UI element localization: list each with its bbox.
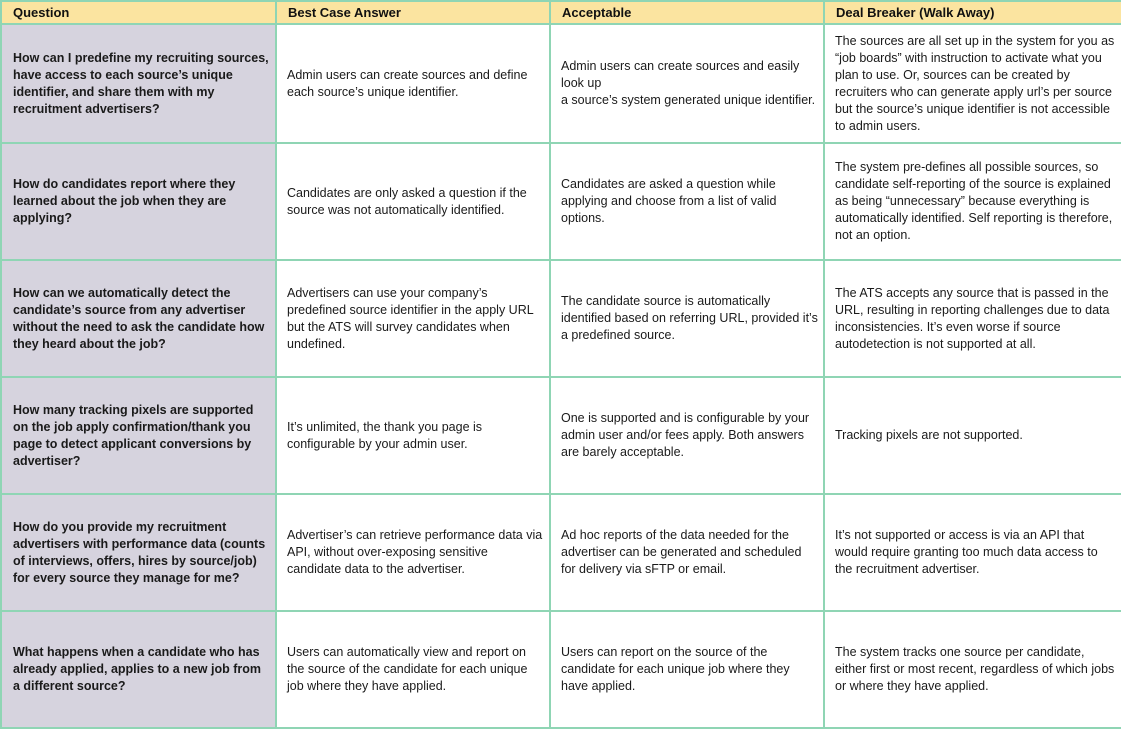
deal-breaker-text: It’s not supported or access is via an API that would require granting too much data access to the recruitment advertiser. [835, 528, 1098, 576]
question-text: How do candidates report where they learned about the job when they are applying? [13, 177, 236, 225]
question-text: How many tracking pixels are supported on the job apply confirmation/thank you page to detect applicant conversions by advertiser? [13, 402, 254, 468]
best-case-cell [276, 377, 550, 494]
acceptable-cell [550, 24, 824, 143]
table-row [1, 611, 1121, 728]
best-case-cell [276, 260, 550, 377]
deal-breaker-text: Tracking pixels are not supported. [835, 428, 1023, 442]
header-best-case: Best Case Answer [276, 1, 550, 24]
table-row [1, 494, 1121, 611]
deal-breaker-cell [824, 143, 1121, 260]
header-deal-breaker: Deal Breaker (Walk Away) [824, 1, 1121, 24]
best-case-cell [276, 494, 550, 611]
deal-breaker-cell [824, 494, 1121, 611]
deal-breaker-text: The ATS accepts any source that is passed in the URL, resulting in reporting challenges due to data inconsistencies. It’s even worse if source autodetection is not supported at all. [835, 285, 1110, 351]
acceptable-text: Candidates are asked a question while applying and choose from a list of valid options. [561, 177, 777, 225]
acceptable-cell [550, 377, 824, 494]
acceptable-cell [550, 260, 824, 377]
deal-breaker-cell [824, 611, 1121, 728]
table-row [1, 260, 1121, 377]
acceptable-cell [550, 143, 824, 260]
table-row [1, 24, 1121, 143]
best-case-text: Advertiser’s can retrieve performance data via API, without over-exposing sensitive candidate data to the advertiser. [287, 528, 543, 576]
acceptable-text: Ad hoc reports of the data needed for the advertiser can be generated and scheduled for delivery via sFTP or email. [561, 528, 802, 576]
question-cell [1, 494, 276, 611]
deal-breaker-text: The sources are all set up in the system for you as “job boards” with instruction to activate what you plan to use. Or, sources can be created by recruiters who can generate apply url’s per source but the source’s unique identifier is not accessible to admin users. [835, 33, 1115, 133]
acceptable-text: One is supported and is configurable by your admin user and/or fees apply. Both answers are barely acceptable. [561, 411, 810, 459]
best-case-text: It’s unlimited, the thank you page is configurable by your admin user. [287, 419, 483, 451]
best-case-cell [276, 611, 550, 728]
question-cell [1, 24, 276, 143]
acceptable-text: The candidate source is automatically identified based on referring URL, provided it’s a predefined source. [561, 294, 818, 342]
table-row [1, 377, 1121, 494]
question-text: How can I predefine my recruiting sources, have access to each source’s unique identifier, and share them with my recruitment advertisers? [13, 50, 269, 116]
deal-breaker-cell [824, 260, 1121, 377]
question-text: How can we automatically detect the candidate’s source from any advertiser without the need to ask the candidate how they heard about the job? [13, 285, 265, 351]
question-text: How do you provide my recruitment advertisers with performance data (counts of interviews, offers, hires by source/job) for every source they manage for me? [13, 519, 266, 585]
deal-breaker-text: The system pre-defines all possible sources, so candidate self-reporting of the source is explained as being “unnecessary” because everything is automatically identified. Self reporting is therefore, not an option. [835, 160, 1113, 242]
deal-breaker-cell [824, 377, 1121, 494]
best-case-text: Admin users can create sources and define each source’s unique identifier. [287, 67, 528, 99]
acceptable-cell [550, 611, 824, 728]
best-case-cell [276, 143, 550, 260]
question-cell [1, 611, 276, 728]
deal-breaker-cell [824, 24, 1121, 143]
acceptable-text: Users can report on the source of the candidate for each unique job where they have applied. [561, 645, 790, 693]
acceptable-text: Admin users can create sources and easily look up a source’s system generated unique identifier. [561, 59, 816, 107]
table-row [1, 143, 1121, 260]
question-cell [1, 143, 276, 260]
best-case-cell [276, 24, 550, 143]
header-question: Question [1, 1, 276, 24]
header-acceptable: Acceptable [550, 1, 824, 24]
question-cell [1, 260, 276, 377]
best-case-text: Users can automatically view and report on the source of the candidate for each unique job where they have applied. [287, 645, 528, 693]
best-case-text: Advertisers can use your company’s predefined source identifier in the apply URL but the ATS will survey candidates when undefined. [287, 285, 534, 351]
question-text: What happens when a candidate who has already applied, applies to a new job from a different source? [13, 645, 261, 693]
acceptable-cell [550, 494, 824, 611]
best-case-text: Candidates are only asked a question if the source was not automatically identified. [287, 185, 527, 217]
question-cell [1, 377, 276, 494]
header-row [1, 1, 1121, 24]
deal-breaker-text: The system tracks one source per candidate, either first or most recent, regardless of which jobs or where they have applied. [835, 645, 1115, 693]
